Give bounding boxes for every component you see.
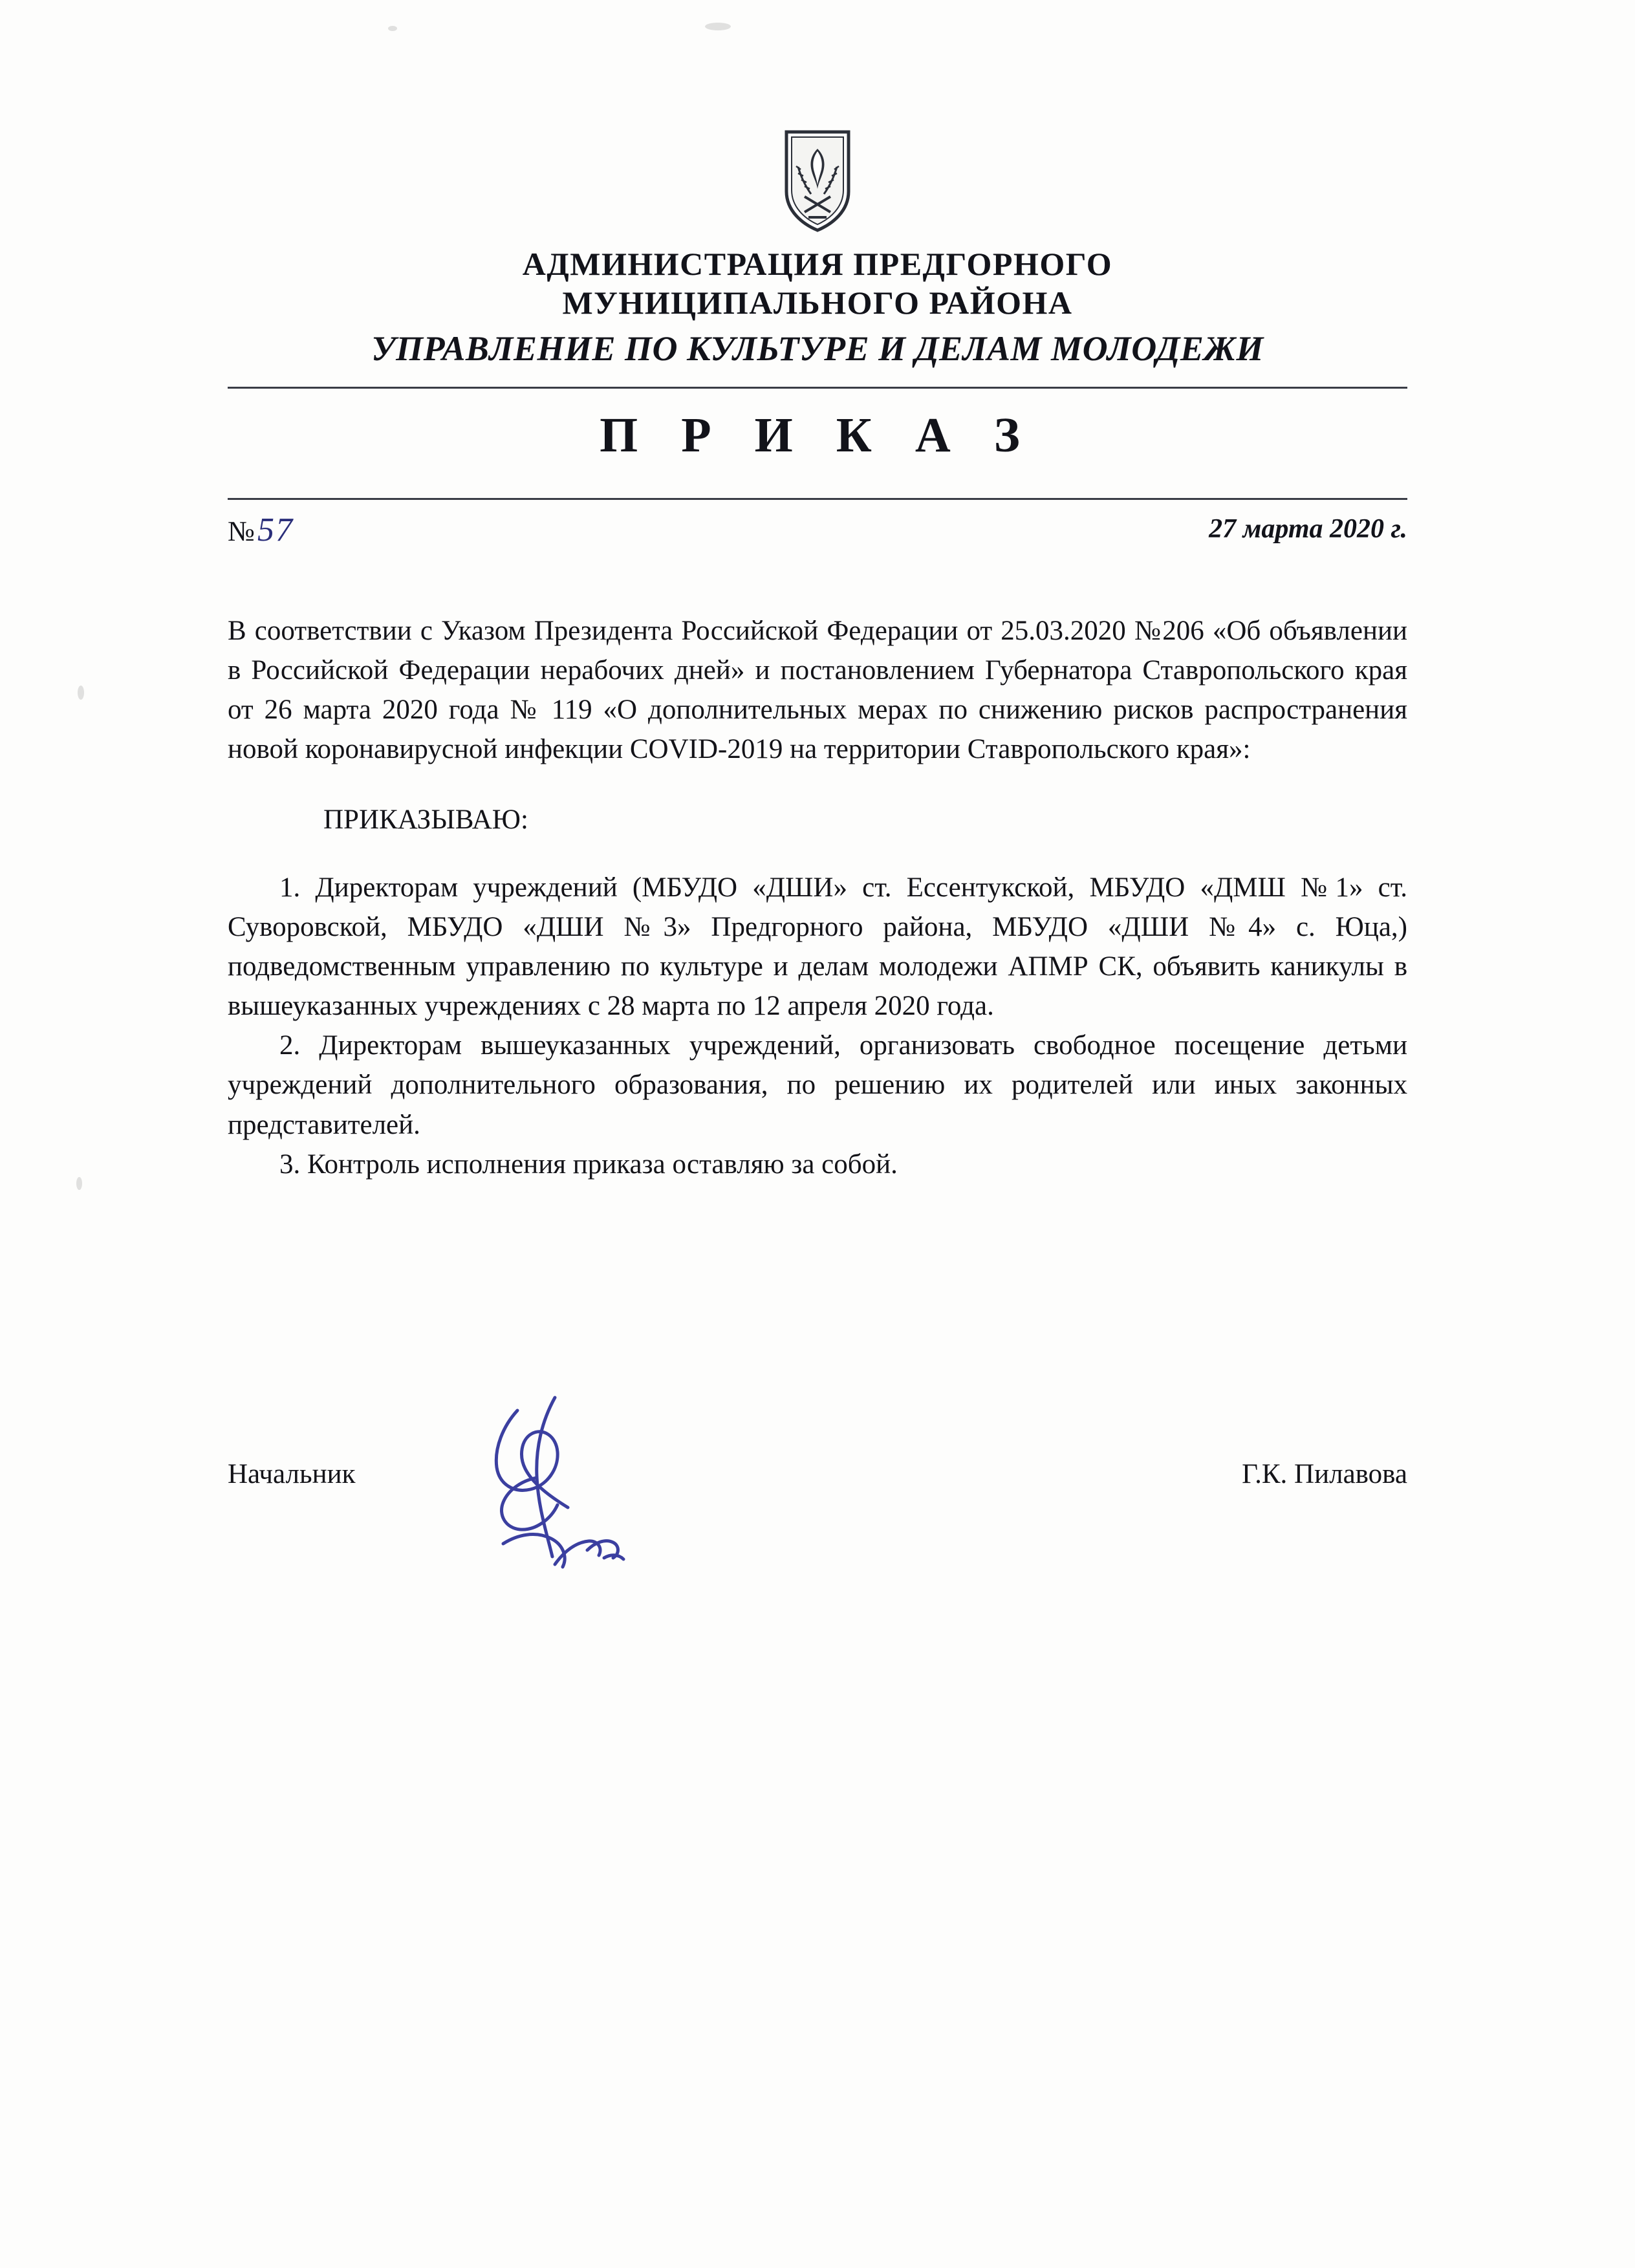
document-meta-row <box>228 511 1407 556</box>
scan-speck <box>705 23 731 30</box>
document-body <box>228 611 1407 1184</box>
signature-name: Г.К. Пилавова <box>1242 1459 1407 1489</box>
organization-line-1: АДМИНИСТРАЦИЯ ПРЕДГОРНОГО <box>522 246 1113 282</box>
paragraph-item-3: 3. Контроль исполнения приказа оставляю за собой. <box>279 1149 898 1180</box>
paragraph-item-1: 1. Директорам учреждений (МБУДО «ДШИ» ст. Ессентукской, МБУДО «ДМШ №1» ст. Суворовской, МБУДО «ДШИ №3» Предгорного района, МБУДО «ДШИ №4» с. Юца,) подведомственным управлению по культуре и делам молодежи АПМР СК, объявить каникулы в вышеуказанных учреждениях с 28 марта по 12 апреля 2020 года. <box>228 872 1407 1022</box>
document-title: П Р И К А З <box>600 408 1035 462</box>
document-header <box>0 129 1635 371</box>
signature-row <box>228 1458 1407 1536</box>
document-number <box>228 511 294 549</box>
organization-line-3: УПРАВЛЕНИЕ ПО КУЛЬТУРЕ И ДЕЛАМ МОЛОДЕЖИ <box>371 329 1264 368</box>
document-number-value: 57 <box>257 512 294 548</box>
signature-position: Начальник <box>228 1459 356 1489</box>
scan-speck <box>388 26 397 31</box>
paragraph-item-2: 2. Директорам вышеуказанных учреждений, организовать свободное посещение детьми учреждений дополнительного образования, по решению их родителей или иных законных представителей. <box>228 1030 1407 1140</box>
document-number-label: № <box>228 515 255 547</box>
scan-speck <box>78 686 84 700</box>
divider-top <box>228 387 1407 389</box>
scan-speck <box>76 1177 82 1190</box>
paragraph-order-word: ПРИКАЗЫВАЮ: <box>323 805 528 836</box>
divider-bottom <box>228 498 1407 500</box>
paragraph-preamble: В соответствии с Указом Президента Российской Федерации от 25.03.2020 №206 «Об объявлении в Российской Федерации нерабочих дней» и постановлением Губернатора Ставропольского края от 26 марта 2020 года № 119 «О дополнительных мерах по снижению рисков распространения новой коронавирусной инфекции COVID-2019 на территории Ставропольского края»: <box>228 616 1407 765</box>
handwritten-signature-icon <box>441 1381 648 1594</box>
coat-of-arms-icon <box>779 129 856 233</box>
organization-line-2: МУНИЦИПАЛЬНОГО РАЙОНА <box>562 285 1073 321</box>
document-date: 27 марта 2020 г. <box>1209 514 1407 544</box>
